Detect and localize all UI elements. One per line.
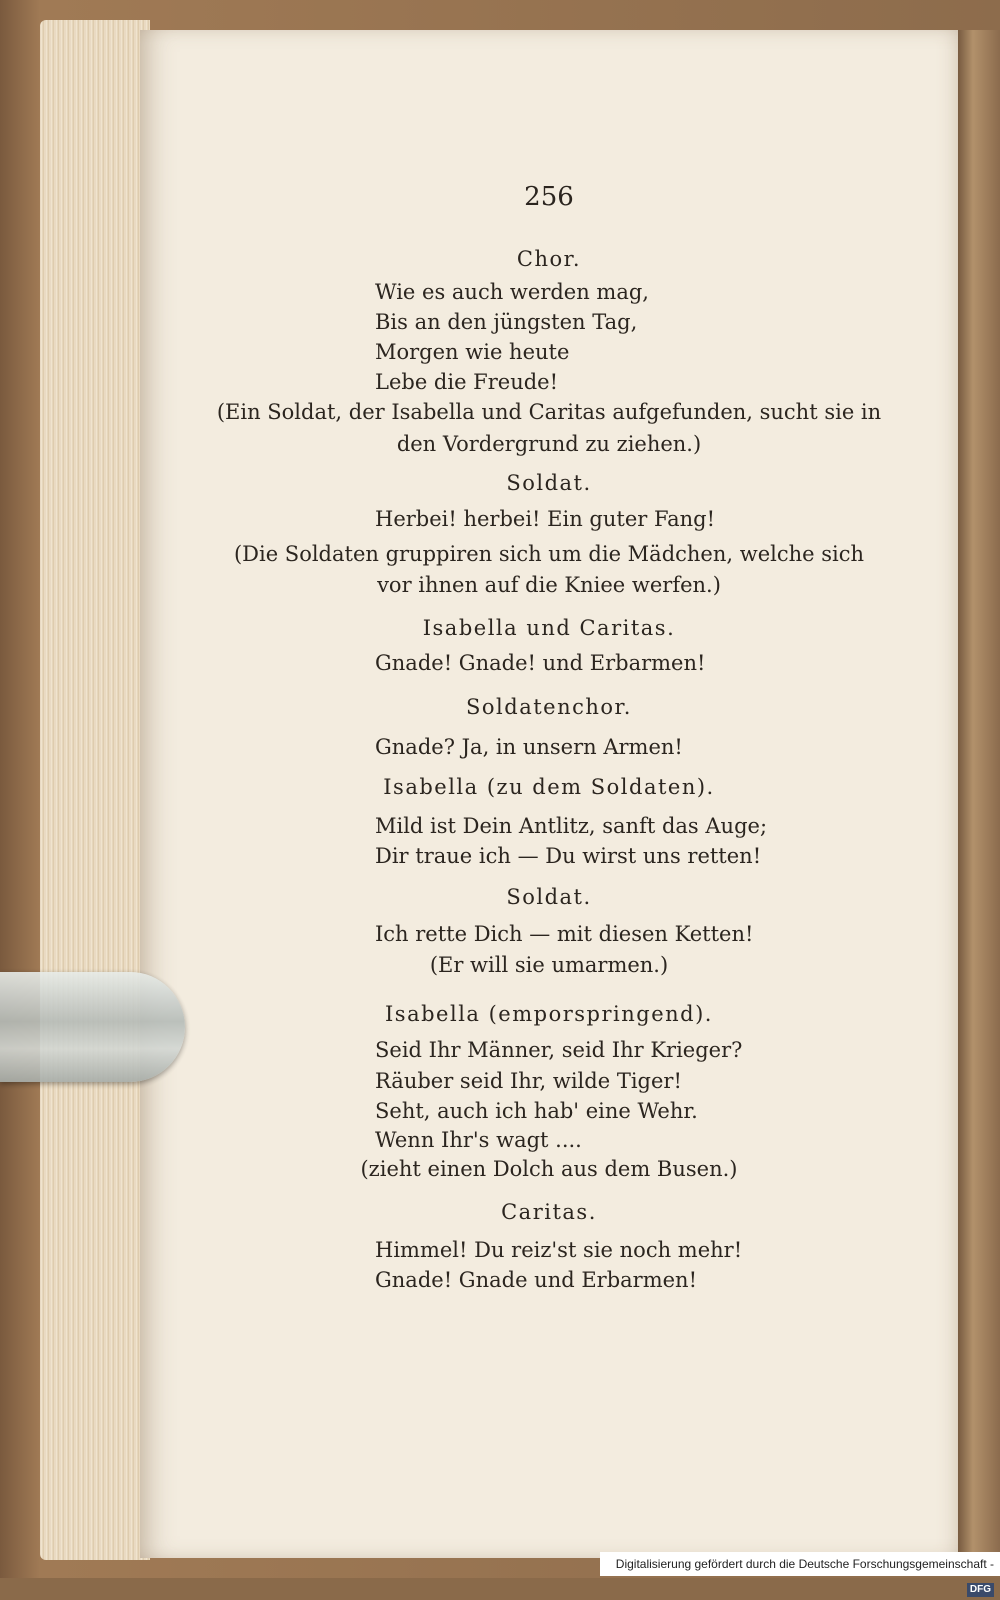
dfg-logo: DFG xyxy=(967,1583,994,1597)
speaker-caritas: Caritas. xyxy=(501,1200,597,1224)
stage-direction: vor ihnen auf die Kniee werfen.) xyxy=(377,573,721,597)
verse-line: Mild ist Dein Antlitz, sanft das Auge; xyxy=(375,814,768,838)
verse-line: Gnade! Gnade und Erbarmen! xyxy=(375,1268,698,1292)
stage-direction: (Ein Soldat, der Isabella und Caritas aufgefunden, sucht sie in xyxy=(216,400,882,424)
book-cover-edge xyxy=(955,30,1000,1560)
stage-direction: (zieht einen Dolch aus dem Busen.) xyxy=(360,1157,738,1181)
verse-line: Ich rette Dich — mit diesen Ketten! xyxy=(375,922,754,946)
verse-line: Lebe die Freude! xyxy=(375,370,559,394)
stage-direction: (Die Soldaten gruppiren sich um die Mädchen, welche sich xyxy=(233,542,865,566)
page-number: 256 xyxy=(524,182,574,212)
footer-text: Digitalisierung gefördert durch die Deutsche Forschungsgemeinschaft - xyxy=(615,1557,994,1571)
verse-line: Wie es auch werden mag, xyxy=(375,280,649,304)
verse-line: Seht, auch ich hab' eine Wehr. xyxy=(375,1099,698,1123)
stage-direction: (Er will sie umarmen.) xyxy=(429,953,669,977)
speaker-isabella-caritas: Isabella und Caritas. xyxy=(422,616,676,640)
verse-line: Himmel! Du reiz'st sie noch mehr! xyxy=(375,1238,743,1262)
verse-line: Gnade? Ja, in unsern Armen! xyxy=(375,735,683,759)
verse-line: Dir traue ich — Du wirst uns retten! xyxy=(375,844,762,868)
digitization-footer xyxy=(600,1552,1000,1595)
verse-line: Morgen wie heute xyxy=(375,340,570,364)
verse-line: Räuber seid Ihr, wilde Tiger! xyxy=(375,1069,682,1093)
page-edges xyxy=(40,20,150,1560)
speaker-isabella: Isabella (zu dem Soldaten). xyxy=(383,775,715,799)
speaker-chor: Chor. xyxy=(516,247,582,271)
speaker-soldat: Soldat. xyxy=(506,885,592,909)
verse-line: Herbei! herbei! Ein guter Fang! xyxy=(375,507,716,531)
page-text xyxy=(140,0,958,1528)
page-holder-clip xyxy=(0,972,185,1082)
speaker-soldat: Soldat. xyxy=(506,471,592,495)
verse-line: Wenn Ihr's wagt .... xyxy=(375,1128,582,1152)
stage-direction: den Vordergrund zu ziehen.) xyxy=(396,432,702,456)
verse-line: Gnade! Gnade! und Erbarmen! xyxy=(375,651,706,675)
speaker-soldatenchor: Soldatenchor. xyxy=(466,695,632,719)
verse-line: Bis an den jüngsten Tag, xyxy=(375,310,638,334)
verse-line: Seid Ihr Männer, seid Ihr Krieger? xyxy=(375,1038,743,1062)
speaker-isabella: Isabella (emporspringend). xyxy=(385,1002,713,1026)
